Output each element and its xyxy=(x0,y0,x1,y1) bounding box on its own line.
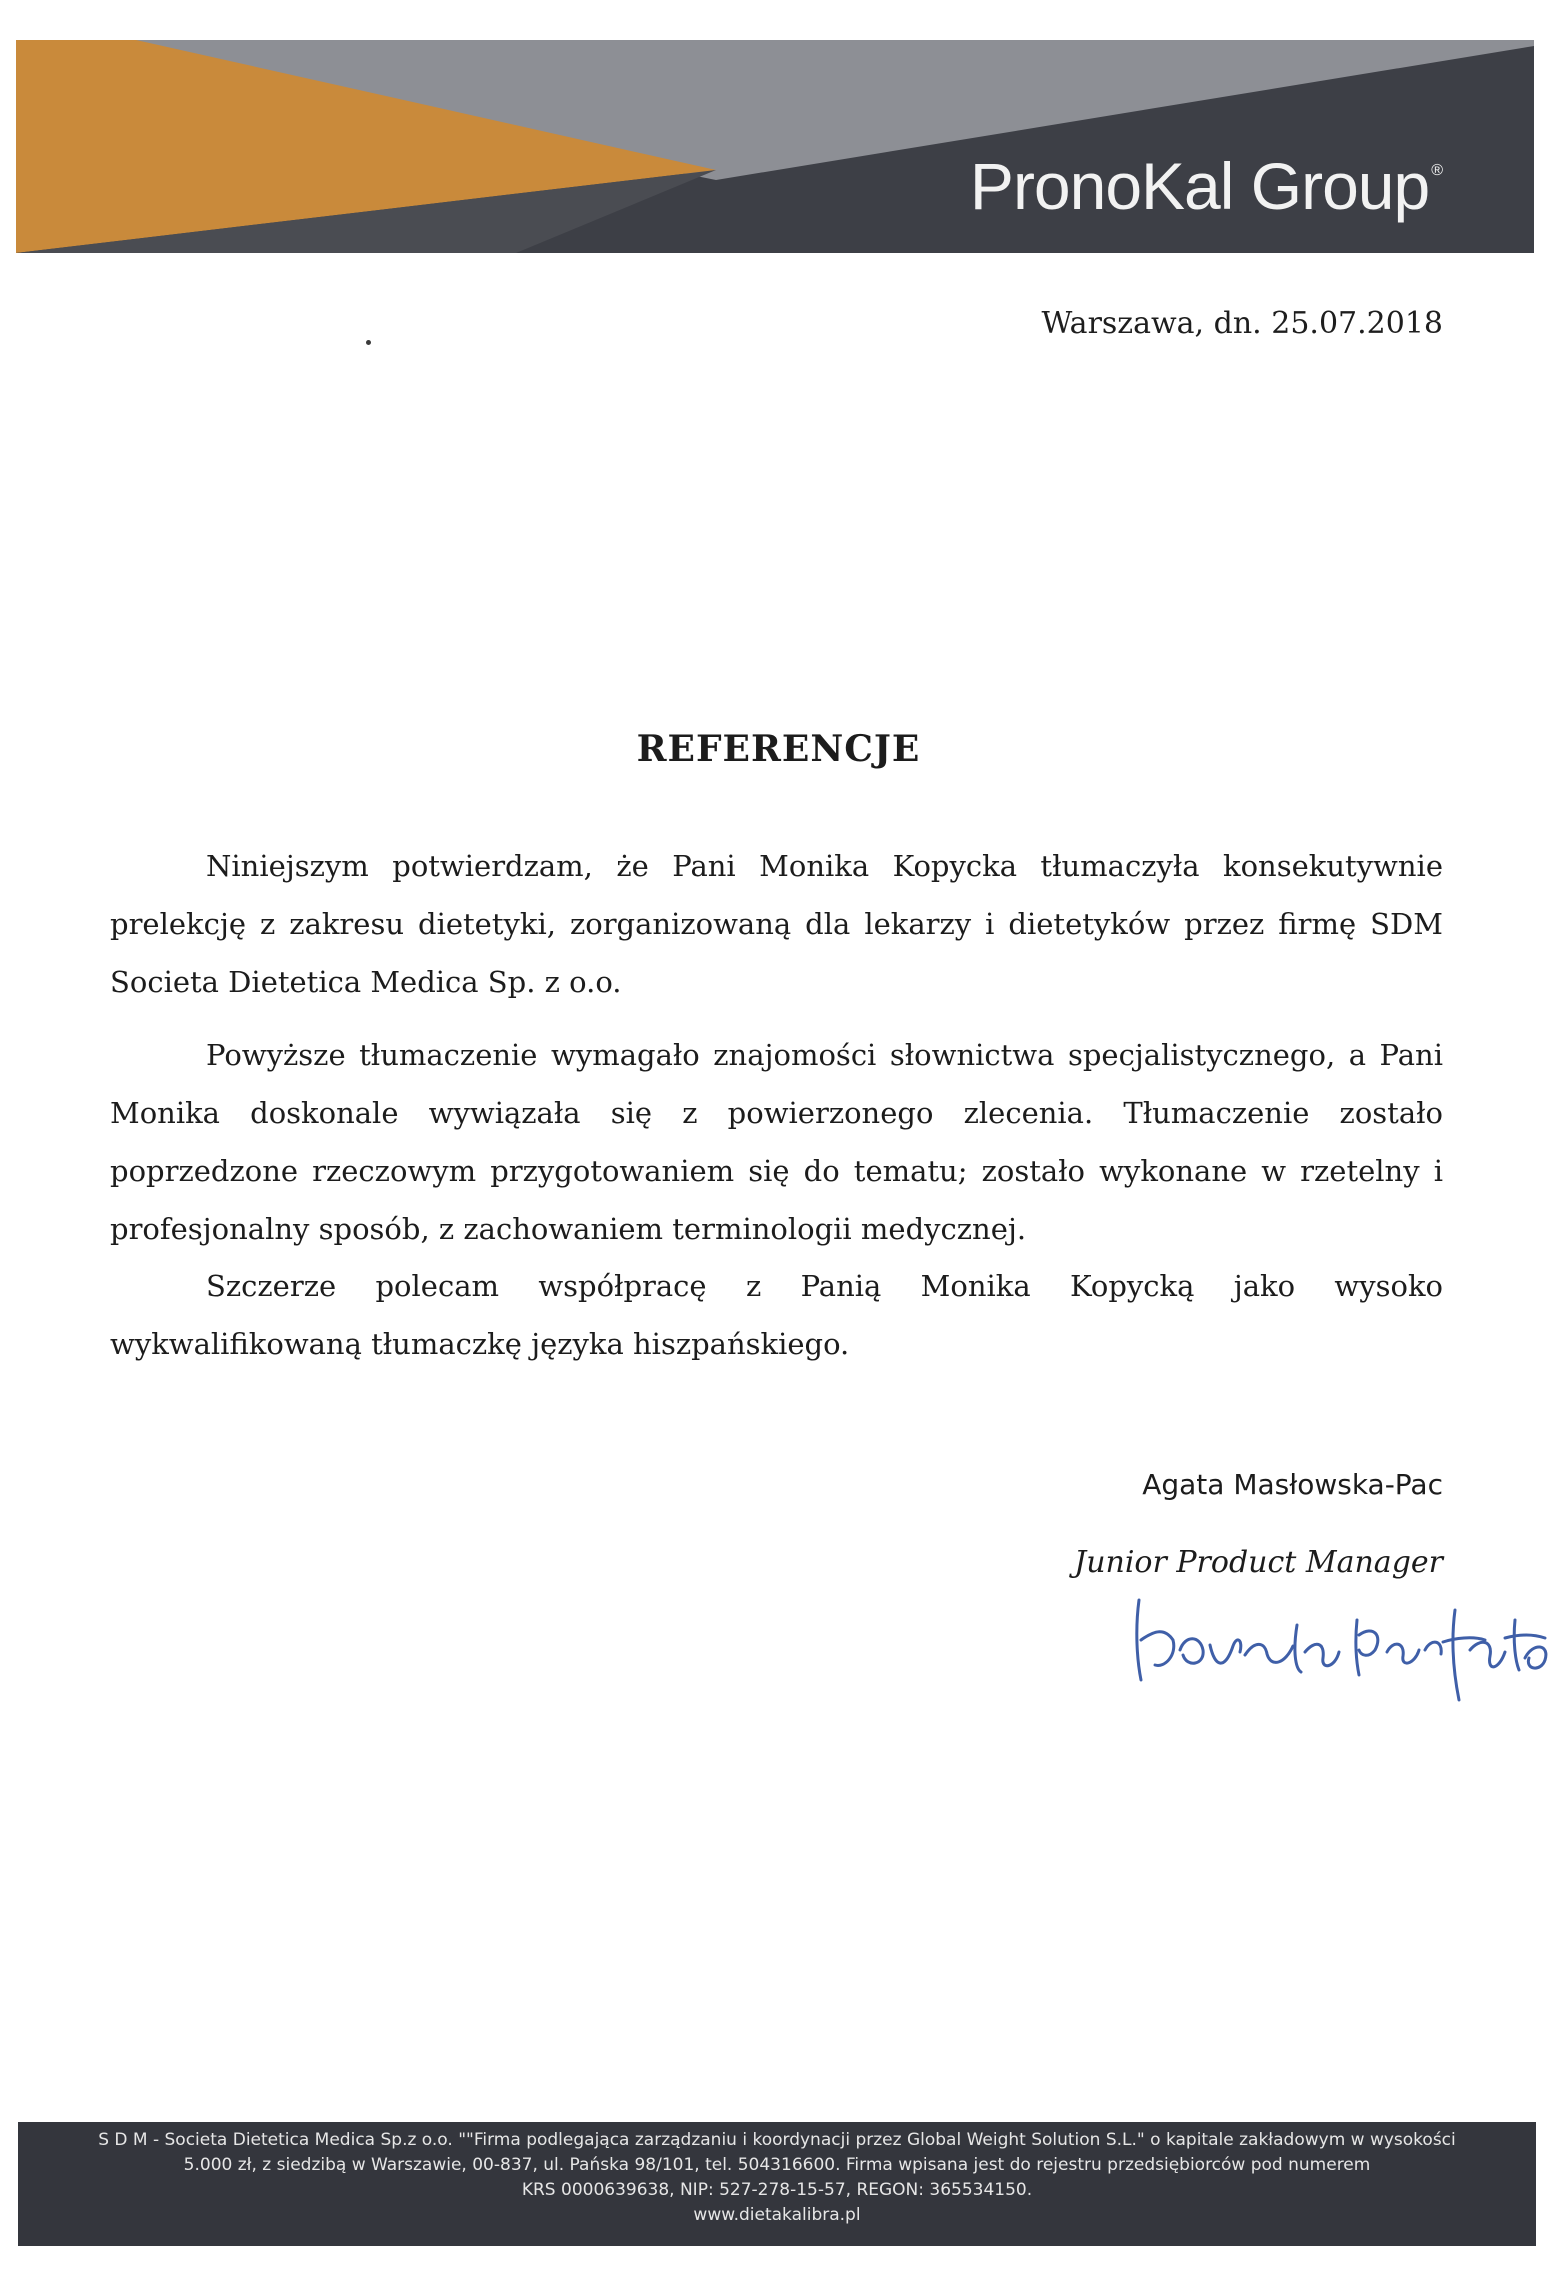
body-paragraph-3: Szczerze polecam współpracę z Panią Monika Kopycką jako wysoko wykwalifikowaną tłumaczkę języka hiszpańskiego. xyxy=(110,1269,1443,1361)
signer-role: Junior Product Manager xyxy=(1074,1545,1443,1580)
letter-date: Warszawa, dn. 25.07.2018 xyxy=(1041,306,1443,341)
footer-line-1: S D M - Societa Dietetica Medica Sp.z o.o. ""Firma podlegająca zarządzaniu i koordynacji przez Global Weight Solution S.L." o kapitale zakładowym w wysokości xyxy=(98,2130,1456,2150)
body-paragraph-1: Niniejszym potwierdzam, że Pani Monika Kopycka tłumaczyła konsekutywnie prelekcję z zakresu dietetyki, zorganizowaną dla lekarzy i dietetyków przez firmę SDM Societa Dietetica Medica Sp. z o.o. xyxy=(110,849,1443,999)
footer-line-2: 5.000 zł, z siedzibą w Warszawie, 00-837, ul. Pańska 98/101, tel. 504316600. Firma wpisana jest do rejestru przedsiębiorców pod numerem xyxy=(183,2155,1371,2175)
scan-speck xyxy=(366,340,371,345)
body-paragraph-2: Powyższe tłumaczenie wymagało znajomości słownictwa specjalistycznego, a Pani Monika doskonale wywiązała się z powierzonego zlecenia. Tłumaczenie zostało poprzedzone rzeczowym przygotowaniem się do tematu; zostało wykonane w rzetelny i profesjonalny sposób, z zachowaniem terminologii medycznej. xyxy=(110,1038,1443,1246)
signer-name: Agata Masłowska-Pac xyxy=(1142,1468,1443,1501)
handwritten-signature xyxy=(1125,1580,1557,1720)
footer-website: www.dietakalibra.pl xyxy=(693,2205,861,2225)
document-title: REFERENCJE xyxy=(636,728,921,770)
letterhead-banner xyxy=(16,40,1534,253)
company-footer xyxy=(18,2122,1536,2246)
footer-line-3: KRS 0000639638, NIP: 527-278-15-57, REGON: 365534150. xyxy=(521,2180,1033,2200)
company-logo: PronoKal Group ® xyxy=(969,149,1442,223)
